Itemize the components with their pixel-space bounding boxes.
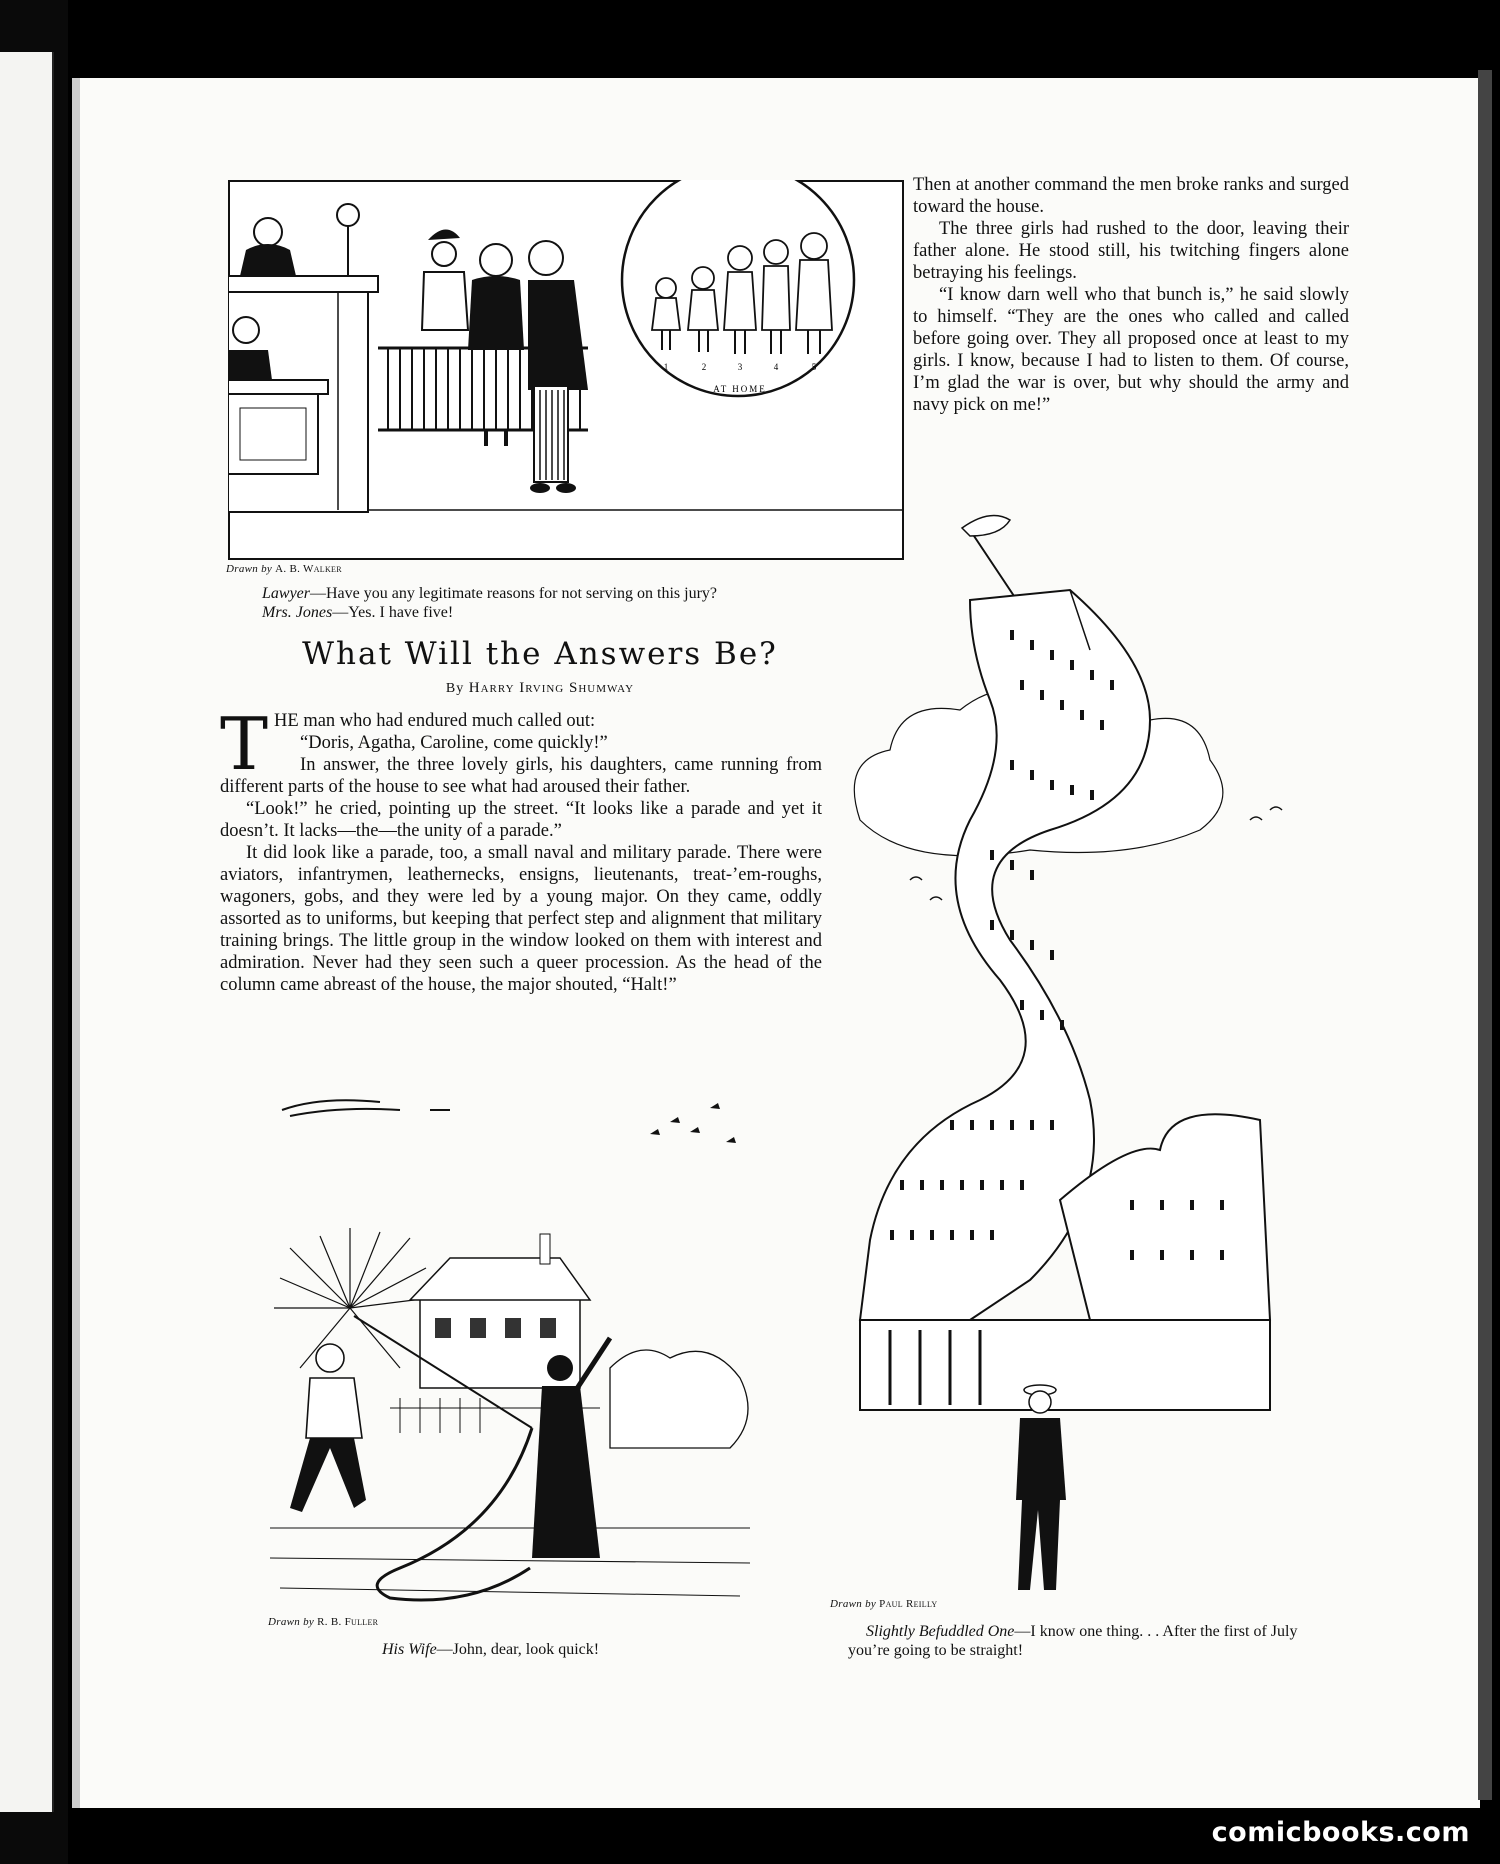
credit-artist: R. B. Fuller xyxy=(317,1616,379,1628)
garden-caption xyxy=(382,1640,702,1659)
skyscraper-cartoon xyxy=(830,500,1350,1600)
courtroom-illustration xyxy=(228,180,904,560)
caption-text: —John, dear, look quick! xyxy=(436,1641,600,1658)
story-paragraph-8: “I know darn well who that bunch is,” he said slowly to himself. “They are the ones who called and called before going over. They all proposed once at least to my girls. I know, because I had to listen to them. Of course, I’m glad the war is over, but why should the army and navy pick on me!” xyxy=(913,285,1349,415)
story-paragraph-5: It did look like a parade, too, a small naval and military parade. There were aviators, infantrymen, leathernecks, ensigns, lieutenants, treat-’em-roughs, wagoners, gobs, and they were led by a young major. On they came, oddly assorted as to uniforms, but keeping that perfect step and alignment that military training brings. The little group in the window looked on them with interest and admiration. Never had they seen such a queer procession. As the head of the column came abreast of the house, the major shouted, “Halt!” xyxy=(220,843,822,995)
garden-hose-illustration xyxy=(270,1228,760,1618)
story-paragraph-3: In answer, the three lovely girls, his daughters, came running from different parts of the house to see what had aroused their father. xyxy=(220,755,822,797)
wavy-skyscraper-illustration xyxy=(830,500,1350,1600)
caption-speaker: Mrs. Jones xyxy=(262,604,333,621)
inset-number-2: 2 xyxy=(701,362,707,372)
inset-number-1: 1 xyxy=(663,362,669,372)
decorative-sketch-marks xyxy=(280,1080,760,1160)
site-watermark: comicbooks.com xyxy=(1211,1817,1470,1848)
story-byline xyxy=(220,680,860,697)
garden-credit xyxy=(268,1616,378,1628)
story-title: What Will the Answers Be? xyxy=(302,636,778,672)
courtroom-cartoon xyxy=(228,180,904,560)
caption-text: —Have you any legitimate reasons for not serving on this jury? xyxy=(310,585,718,602)
story-paragraph-1: THE man who had endured much called out: xyxy=(220,702,596,786)
drop-cap: T xyxy=(220,702,269,786)
caption-line-1 xyxy=(262,584,872,603)
story-column-left xyxy=(220,702,822,996)
inset-label: AT HOME xyxy=(713,384,767,394)
caption-speaker: Lawyer xyxy=(262,585,310,602)
inset-number-5: 5 xyxy=(811,362,817,372)
courtroom-caption xyxy=(262,584,872,622)
story-paragraph-4: “Look!” he cried, pointing up the street. “It looks like a parade and yet it doesn’t. It lacks—the—the unity of a parade.” xyxy=(220,799,822,841)
credit-prefix: Drawn by xyxy=(226,563,273,575)
garden-cartoon xyxy=(270,1228,760,1618)
inset-number-4: 4 xyxy=(773,362,779,372)
skyscraper-caption xyxy=(848,1622,1318,1660)
credit-prefix: Drawn by xyxy=(268,1616,315,1628)
caption-speaker: Slightly Befuddled One xyxy=(866,1623,1015,1640)
credit-artist: Paul Reilly xyxy=(879,1598,938,1610)
inset-number-3: 3 xyxy=(737,362,743,372)
birds-and-ground-sketch xyxy=(280,1080,760,1160)
credit-prefix: Drawn by xyxy=(830,1598,877,1610)
skyscraper-credit xyxy=(830,1598,937,1610)
courtroom-credit xyxy=(226,563,342,575)
caption-text: —Yes. I have five! xyxy=(332,604,454,621)
story-paragraph-2: “Doris, Agatha, Caroline, come quickly!” xyxy=(300,733,608,753)
page-gutter xyxy=(72,78,80,1808)
story-paragraph-6: Then at another command the men broke ranks and surged toward the house. xyxy=(913,175,1349,217)
credit-artist: A. B. Walker xyxy=(275,563,342,575)
byline-prefix: By xyxy=(445,681,465,696)
caption-line-2 xyxy=(262,603,872,622)
binding-edge xyxy=(1478,70,1492,1800)
adjacent-page-edge xyxy=(0,52,54,1812)
caption-speaker: His Wife xyxy=(382,1641,437,1658)
byline-author: Harry Irving Shumway xyxy=(468,680,635,696)
caption-text: —I know one thing. . . After the first of July you’re going to be straight! xyxy=(848,1623,1298,1659)
story-paragraph-7: The three girls had rushed to the door, leaving their father alone. He stood still, his twitching fingers alone betraying his feelings. xyxy=(913,219,1349,283)
story-column-right xyxy=(913,174,1349,416)
